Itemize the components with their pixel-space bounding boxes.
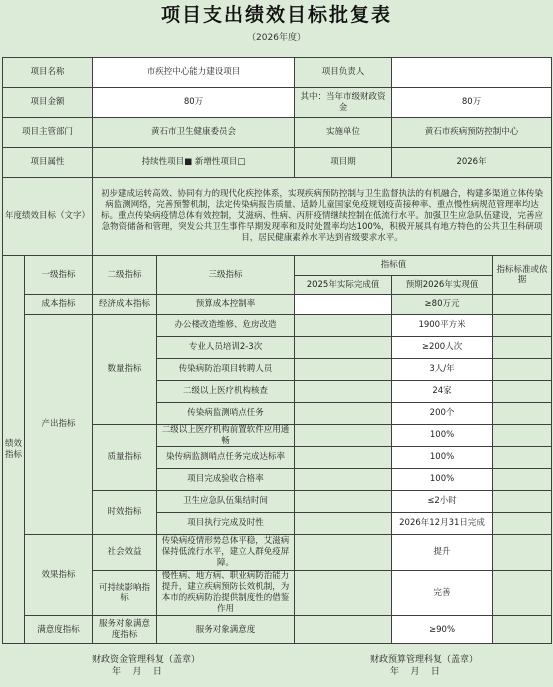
social-l2: 社会效益: [93, 535, 157, 571]
project-amount-label: 项目金额: [3, 88, 93, 118]
footer-right-title: 财政预算管理科复（盖章）: [370, 655, 479, 665]
social-basis: [493, 535, 552, 571]
time-l3: 卫生应急队伍集结时间: [157, 491, 295, 513]
time-2025: [295, 491, 392, 513]
quality-basis: [493, 425, 552, 447]
footer-left-title: 财政资金管理科复（盖章）: [92, 655, 201, 665]
header-basis: 指标标准或依据: [493, 256, 552, 295]
footer-right-date: 年 月 日: [390, 667, 440, 677]
quality-2026: 100%: [392, 425, 493, 447]
project-attr-label: 项目属性: [3, 148, 93, 178]
quality-2025: [295, 425, 392, 447]
sustain-basis: [493, 571, 552, 616]
cost-l3: 预算成本控制率: [157, 295, 295, 315]
quantity-l3: 二级以上医疗机构核查: [157, 381, 295, 403]
page-subtitle: （2026年度）: [247, 33, 306, 43]
output-l1: 产出指标: [25, 315, 93, 535]
time-basis: [493, 513, 552, 535]
sustain-l2: 可持续影响指标: [93, 571, 157, 616]
page-title: 项目支出绩效目标批复表: [160, 4, 392, 26]
header-level1: 一级指标: [25, 256, 93, 295]
footer-right: [370, 654, 478, 678]
satisfaction-2025: [295, 616, 392, 644]
header-2026-expected: 预期2026年实现值: [392, 276, 493, 295]
social-l3: 传染病疫情形势总体平稳，艾滋病保持低流行水平，建立人群免疫屏障。: [157, 535, 295, 571]
cost-2026: ≥80万元: [392, 295, 493, 315]
quality-l2: 质量指标: [93, 425, 157, 491]
annual-goal-text: 初步建成运转高效、协同有力的现代化疾控体系，实现疾病预防控制与卫生监督执法的有机融合，构建多渠道立体传染病监测网络，完善预警机制，法定传染病报告质量、适龄儿童国家免疫规划疫苗接种率、重点慢性病规范管理率均达标。重点传染病疫情总体有效控制，艾滋病、性病、丙肝疫情继续控制在低流行水平。加强卫生应急队伍建设，完善应急物资储备和管理，突发公共卫生事件早期发现率和及时处置率均达100%，积极开展具有地方特色的公共卫生科研项目，居民健康素养水平达到省级要求水平。: [93, 178, 552, 256]
dept-value: 黄石市卫生健康委员会: [93, 118, 295, 148]
project-period-label: 项目期: [295, 148, 392, 178]
footer-left: [92, 654, 200, 678]
project-leader-value: [392, 58, 552, 88]
time-2026: 2026年12月31日完成: [392, 513, 493, 535]
header-level3: 三级指标: [157, 256, 295, 295]
quantity-2025: [295, 359, 392, 381]
quality-basis: [493, 469, 552, 491]
quantity-l3: 专业人员培训2-3次: [157, 337, 295, 359]
quality-2025: [295, 469, 392, 491]
project-name-label: 项目名称: [3, 58, 93, 88]
quality-l3: 染传病监测哨点任务完成达标率: [157, 447, 295, 469]
quantity-basis: [493, 315, 552, 337]
quality-basis: [493, 447, 552, 469]
quantity-2026: 3人/年: [392, 359, 493, 381]
header-2025-actual: 2025年实际完成值: [295, 276, 392, 295]
satisfaction-l3: 服务对象满意度: [157, 616, 295, 644]
header-level2: 二级指标: [93, 256, 157, 295]
quality-2025: [295, 447, 392, 469]
project-amount-value: 80万: [93, 88, 295, 118]
social-2026: 提升: [392, 535, 493, 571]
indicators-side-label: 绩效指标: [3, 256, 25, 644]
quantity-2025: [295, 381, 392, 403]
quantity-2025: [295, 337, 392, 359]
city-fund-label: 其中：当年市级财政资金: [295, 88, 392, 118]
cost-2025: [295, 295, 392, 315]
sustain-l3: 慢性病、地方病、职业病防治能力提升，建立疾病预防长效机制，为本市的疾病防治提供制度性的借鉴作用: [157, 571, 295, 616]
city-fund-value: 80万: [392, 88, 552, 118]
impl-unit-label: 实施单位: [295, 118, 392, 148]
quality-l3: 项目完成验收合格率: [157, 469, 295, 491]
time-2026: ≤2小时: [392, 491, 493, 513]
time-basis: [493, 491, 552, 513]
project-attr-value: 持续性项目■ 新增性项目□: [93, 148, 295, 178]
satisfaction-l1: 满意度指标: [25, 616, 93, 644]
quantity-l3: 传染病防治项目转聘人员: [157, 359, 295, 381]
quantity-basis: [493, 381, 552, 403]
social-2025: [295, 535, 392, 571]
performance-target-table: [2, 57, 552, 644]
cost-basis: [493, 295, 552, 315]
quantity-2026: 200个: [392, 403, 493, 425]
quantity-l3: 传染病监测哨点任务: [157, 403, 295, 425]
cost-l2: 经济成本指标: [93, 295, 157, 315]
satisfaction-2026: ≥90%: [392, 616, 493, 644]
effect-l1: 效果指标: [25, 535, 93, 616]
impl-unit-value: 黄石市疾病预防控制中心: [392, 118, 552, 148]
time-2025: [295, 513, 392, 535]
quantity-2026: 24家: [392, 381, 493, 403]
quantity-l2: 数量指标: [93, 315, 157, 425]
satisfaction-basis: [493, 616, 552, 644]
dept-label: 项目主管部门: [3, 118, 93, 148]
satisfaction-l2: 服务对象满意度指标: [93, 616, 157, 644]
sustain-2025: [295, 571, 392, 616]
sustain-2026: 完善: [392, 571, 493, 616]
cost-l1: 成本指标: [25, 295, 93, 315]
quantity-2025: [295, 315, 392, 337]
quality-2026: 100%: [392, 447, 493, 469]
quantity-l3: 办公楼改造维修、危房改造: [157, 315, 295, 337]
quantity-2026: 1900平方米: [392, 315, 493, 337]
header-value: 指标值: [295, 256, 493, 276]
project-period-value: 2026年: [392, 148, 552, 178]
quantity-2026: ≥200人次: [392, 337, 493, 359]
time-l2: 时效指标: [93, 491, 157, 535]
annual-goal-label: 年度绩效目标（文字）: [3, 178, 93, 256]
project-name-value: 市疾控中心能力建设项目: [93, 58, 295, 88]
time-l3: 项目执行完成及时性: [157, 513, 295, 535]
quantity-2025: [295, 403, 392, 425]
quality-l3: 二级以上医疗机构前置软件应用通畅: [157, 425, 295, 447]
project-leader-label: 项目负责人: [295, 58, 392, 88]
quality-2026: 100%: [392, 469, 493, 491]
footer-left-date: 年 月 日: [112, 667, 162, 677]
quantity-basis: [493, 337, 552, 359]
quantity-basis: [493, 359, 552, 381]
quantity-basis: [493, 403, 552, 425]
